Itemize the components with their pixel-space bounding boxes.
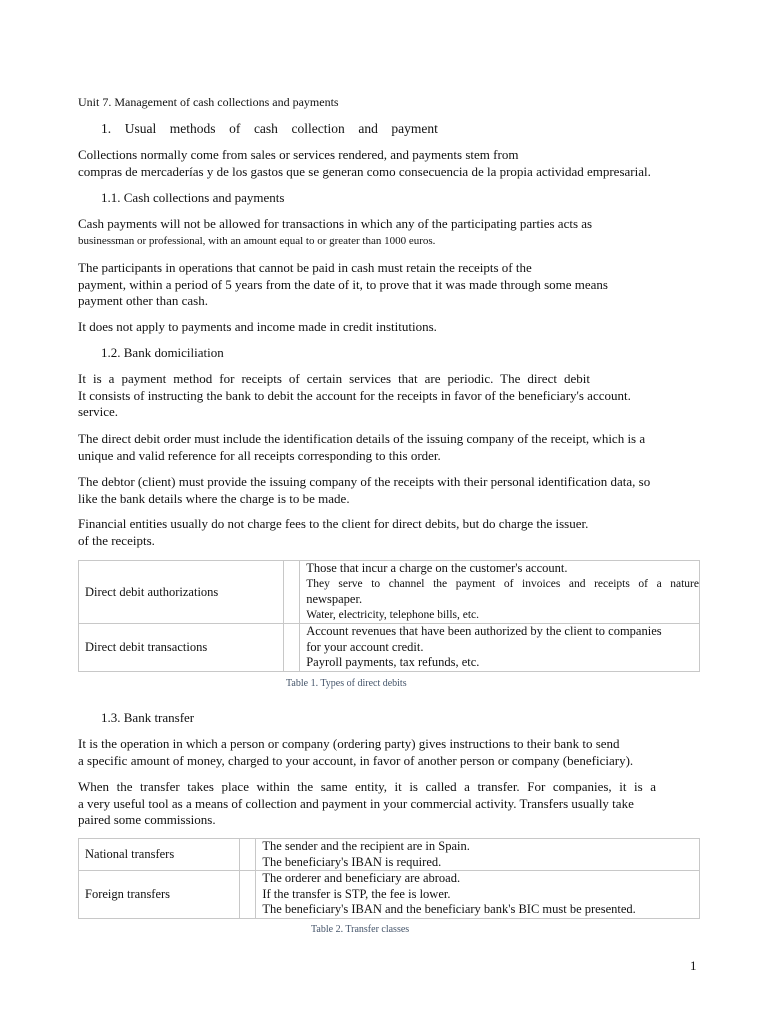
table-row xyxy=(79,624,700,672)
heading-word: collection xyxy=(291,121,345,136)
paragraph-line: Cash payments will not be allowed for transactions in which any of the participating parties acts as xyxy=(78,216,593,231)
cell-line: The sender and the recipient are in Spain. xyxy=(262,839,470,853)
paragraph-line: unique and valid reference for all receipts corresponding to this order. xyxy=(78,447,441,463)
paragraph-line: of the receipts. xyxy=(78,532,155,548)
document-title: Unit 7. Management of cash collections and payments xyxy=(78,95,339,109)
table-row-label: Foreign transfers xyxy=(79,871,240,919)
table-row-label: Direct debit authorizations xyxy=(79,561,284,624)
paragraph-line: Collections normally come from sales or services rendered, and payments stem from xyxy=(78,147,519,162)
paragraph xyxy=(78,516,694,549)
table-row-label: National transfers xyxy=(79,839,240,871)
paragraph-line: compras de mercaderías y de los gastos que se generan como consecuencia de la propia actividad empresarial. xyxy=(78,163,651,179)
heading-word: Usual xyxy=(124,121,157,136)
paragraph-line: The participants in operations that cannot be paid in cash must retain the receipts of the xyxy=(78,260,532,275)
cell-line: Payroll payments, tax refunds, etc. xyxy=(306,655,480,669)
paragraph-line: The debtor (client) must provide the issuing company of the receipts with their personal identification data, so xyxy=(78,474,651,489)
paragraph xyxy=(78,431,694,464)
paragraph xyxy=(78,216,694,249)
heading-word: of xyxy=(229,121,241,136)
heading-word: methods xyxy=(169,121,216,136)
table-1-caption: Table 1. Types of direct debits xyxy=(286,678,407,689)
cell-line: The beneficiary's IBAN and the beneficiary bank's BIC must be presented. xyxy=(262,902,636,916)
paragraph-line: like the bank details where the charge is to be made. xyxy=(78,490,350,506)
table-row xyxy=(79,839,700,871)
cell-line: newspaper. xyxy=(306,592,363,606)
heading-word: payment xyxy=(391,121,438,136)
paragraph-line: It consists of instructing the bank to debit the account for the receipts in favor of the beneficiary's account. xyxy=(78,387,631,403)
page-number: 1 xyxy=(690,958,697,973)
cell-line: for your account credit. xyxy=(306,639,424,654)
section-1-heading xyxy=(101,121,438,137)
table-row-description xyxy=(300,624,700,672)
paragraph-line: service. xyxy=(78,404,119,419)
section-1-3-heading: 1.3. Bank transfer xyxy=(101,710,195,725)
paragraph-line: paired some commissions. xyxy=(78,812,216,827)
cell-line: Water, electricity, telephone bills, etc. xyxy=(306,608,480,621)
section-1-1-heading: 1.1. Cash collections and payments xyxy=(101,190,285,205)
paragraph-line: payment other than cash. xyxy=(78,293,208,308)
cell-line: Those that incur a charge on the customer's account. xyxy=(306,561,568,575)
cell-line: If the transfer is STP, the fee is lower. xyxy=(262,886,451,901)
paragraph xyxy=(78,371,694,421)
cell-line: They serve to channel the payment of invoices and receipts of a nature xyxy=(306,577,699,590)
paragraph-line: Financial entities usually do not charge fees to the client for direct debits, but do charge the issuer. xyxy=(78,516,589,531)
paragraph-line: It is the operation in which a person or company (ordering party) gives instructions to their bank to send xyxy=(78,736,620,751)
table-spacer-cell xyxy=(284,561,300,624)
table-row-description xyxy=(300,561,700,624)
table-spacer-cell xyxy=(240,839,256,871)
paragraph xyxy=(78,260,694,310)
paragraph-line: The direct debit order must include the identification details of the issuing company of the receipt, which is a xyxy=(78,431,646,446)
paragraph xyxy=(78,474,694,507)
table-row-description xyxy=(256,839,700,871)
intro-paragraph xyxy=(78,147,694,180)
heading-word: and xyxy=(358,121,378,136)
transfer-classes-table xyxy=(78,838,700,919)
table-spacer-cell xyxy=(240,871,256,919)
heading-number: 1. xyxy=(101,121,112,136)
cell-line: The beneficiary's IBAN is required. xyxy=(262,854,442,869)
paragraph-line: It does not apply to payments and income made in credit institutions. xyxy=(78,319,437,334)
paragraph-line: payment, within a period of 5 years from the date of it, to prove that it was made through some means xyxy=(78,276,608,292)
paragraph-line: It is a payment method for receipts of certain services that are periodic. The direct debit xyxy=(78,371,590,386)
table-row-label: Direct debit transactions xyxy=(79,624,284,672)
paragraph xyxy=(78,319,694,336)
paragraph-line: When the transfer takes place within the same entity, it is called a transfer. For companies, it is a xyxy=(78,779,656,794)
paragraph xyxy=(78,736,694,769)
table-spacer-cell xyxy=(284,624,300,672)
cell-line: Account revenues that have been authorized by the client to companies xyxy=(306,624,662,638)
table-row xyxy=(79,871,700,919)
table-row xyxy=(79,561,700,624)
paragraph xyxy=(78,779,694,829)
table-2-caption: Table 2. Transfer classes xyxy=(311,924,410,935)
heading-word: cash xyxy=(253,121,278,136)
table-row-description xyxy=(256,871,700,919)
direct-debit-types-table xyxy=(78,560,700,672)
paragraph-line: businessman or professional, with an amount equal to or greater than 1000 euros. xyxy=(78,234,436,247)
paragraph-line: a very useful tool as a means of collection and payment in your commercial activity. Transfers usually take xyxy=(78,795,634,811)
cell-line: The orderer and beneficiary are abroad. xyxy=(262,871,461,885)
section-1-2-heading: 1.2. Bank domiciliation xyxy=(101,345,224,360)
paragraph-line: a specific amount of money, charged to your account, in favor of another person or company (beneficiary). xyxy=(78,752,634,768)
